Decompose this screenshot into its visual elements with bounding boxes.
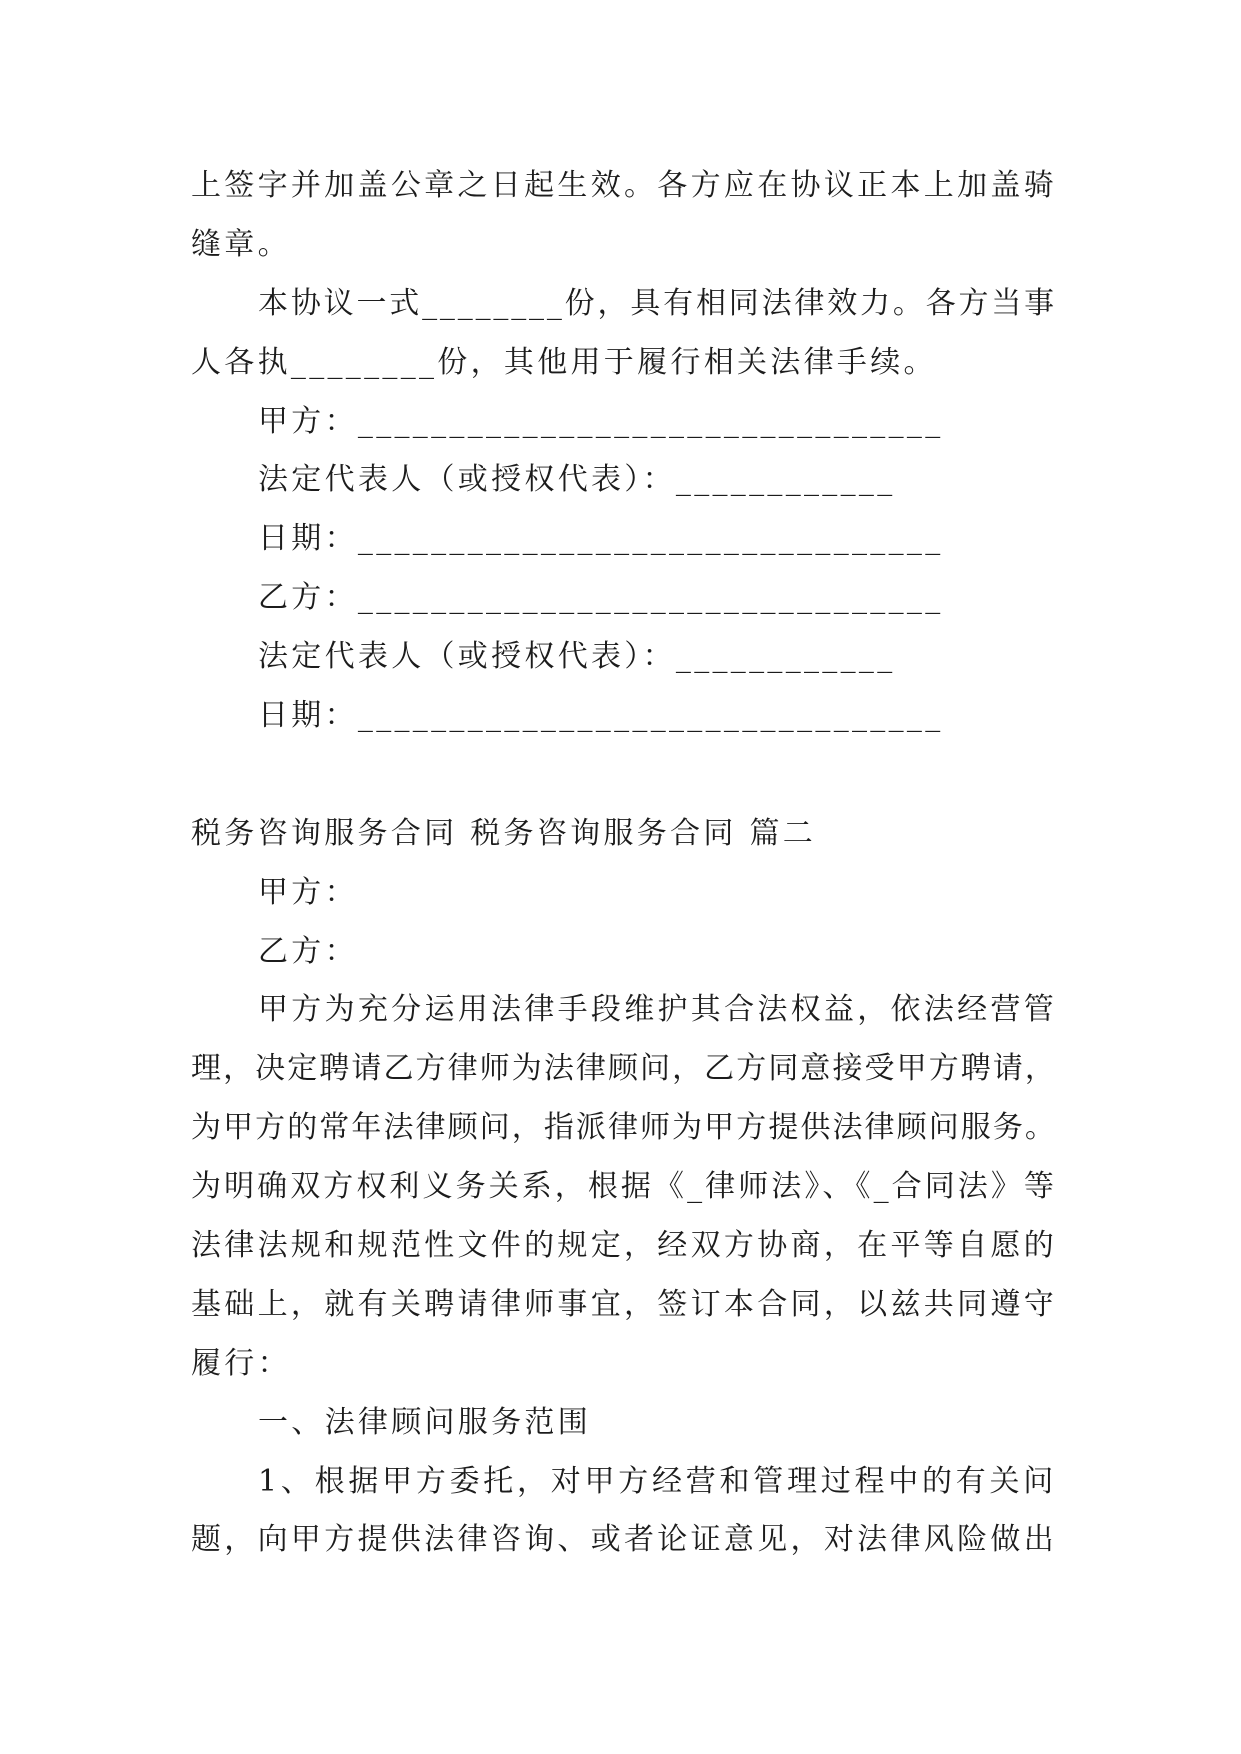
section-title: 一、法律顾问服务范围 [258, 1404, 591, 1440]
preamble-line: 为甲方的常年法律顾问，指派律师为甲方提供法律顾问服务。 [191, 1110, 1057, 1146]
preamble-line: 法律法规和规范性文件的规定，经双方协商，在平等自愿的 [191, 1228, 1057, 1264]
copies-clause-line: 人各执________份，其他用于履行相关法律手续。 [191, 344, 937, 380]
preamble-line: 履行： [191, 1345, 291, 1381]
preamble-line: 甲方为充分运用法律手段维护其合法权益，依法经营管 [258, 992, 1057, 1028]
party-a-label: 甲方： [258, 874, 358, 910]
party-b-label: 乙方： [258, 933, 358, 969]
document-body [191, 157, 1057, 1570]
clause-line: 题，向甲方提供法律咨询、或者论证意见，对法律风险做出 [191, 1522, 1057, 1558]
party-b-date-line: 日期：________________________________ [258, 698, 944, 734]
contract-heading: 税务咨询服务合同 税务咨询服务合同 篇二 [191, 815, 817, 851]
party-a-representative-line: 法定代表人（或授权代表）：____________ [258, 462, 896, 498]
copies-clause-line: 本协议一式________份，具有相同法律效力。各方当事 [258, 285, 1057, 321]
blank-line [191, 746, 1057, 805]
effect-clause-line: 上签字并加盖公章之日起生效。各方应在协议正本上加盖骑 [191, 168, 1057, 203]
preamble-line: 基础上，就有关聘请律师事宜，签订本合同，以兹共同遵守 [191, 1286, 1057, 1322]
preamble-line: 为明确双方权利义务关系，根据《_律师法》、《_合同法》等 [191, 1169, 1057, 1205]
preamble-line: 理，决定聘请乙方律师为法律顾问，乙方同意接受甲方聘请， [191, 1051, 1057, 1087]
party-a-signature-line: 甲方：________________________________ [258, 403, 944, 439]
effect-clause-line: 缝章。 [191, 226, 291, 262]
party-a-date-line: 日期：________________________________ [258, 521, 944, 557]
party-b-signature-line: 乙方：________________________________ [258, 580, 944, 616]
clause-line: 1、根据甲方委托，对甲方经营和管理过程中的有关问 [258, 1463, 1057, 1499]
party-b-representative-line: 法定代表人（或授权代表）：____________ [258, 639, 896, 675]
